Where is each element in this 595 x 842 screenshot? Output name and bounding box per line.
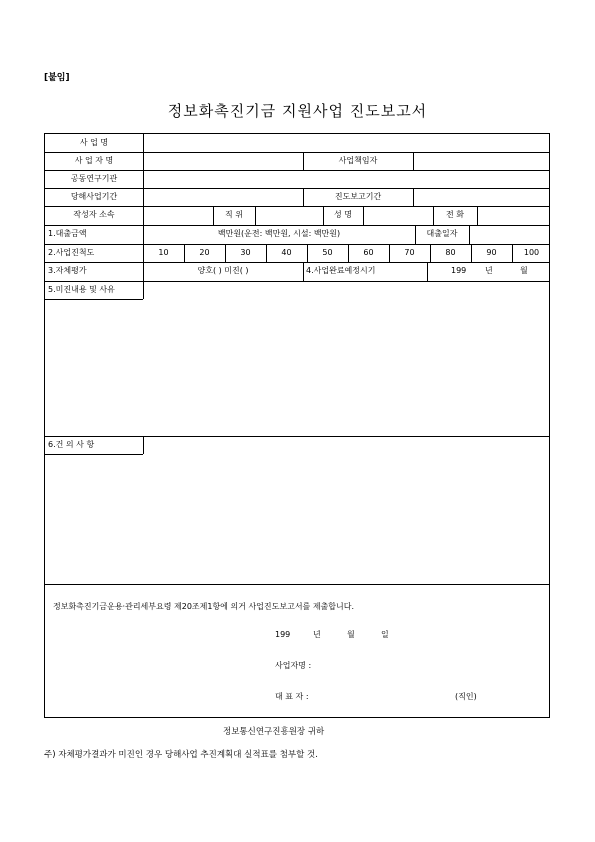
- col-divider: [413, 152, 414, 170]
- row-divider: [45, 188, 549, 189]
- label-self-eval: 3.자체평가: [48, 266, 87, 275]
- progress-cell[interactable]: 70: [404, 248, 415, 257]
- eval-options[interactable]: 양호( ) 미진( ): [197, 266, 249, 275]
- report-form: [44, 133, 550, 737]
- row-divider: [45, 436, 549, 437]
- label-loan-amount: 1.대출금액: [48, 229, 87, 238]
- col-divider: [427, 262, 428, 281]
- label-report-period: 진도보고기간: [334, 192, 382, 201]
- submission-day-unit: 일: [381, 630, 389, 639]
- submission-month-unit: 월: [347, 630, 355, 639]
- col-divider: [469, 225, 470, 244]
- year-unit: 년: [485, 266, 493, 275]
- label-box-bottom: [45, 299, 143, 300]
- row-divider: [45, 206, 549, 207]
- col-divider: [413, 188, 414, 206]
- progress-cell[interactable]: 10: [158, 248, 169, 257]
- recipient: 정보통신연구진흥원장 귀하: [223, 727, 325, 737]
- progress-cell[interactable]: 100: [523, 248, 540, 257]
- progress-cell[interactable]: 60: [363, 248, 374, 257]
- row-divider: [45, 170, 549, 171]
- row-divider: [45, 225, 549, 226]
- col-divider: [303, 262, 304, 281]
- loan-detail-text: 백만원(운전: 백만원, 시설: 백만원): [217, 229, 341, 238]
- page-title: 정보화촉진기금 지원사업 진도보고서: [167, 102, 428, 120]
- progress-cell[interactable]: 20: [199, 248, 210, 257]
- label-phone: 전 화: [446, 210, 464, 219]
- col-divider: [143, 436, 144, 454]
- submission-year-unit: 년: [313, 630, 321, 639]
- label-operator-name: 사 업 자 명: [74, 156, 114, 165]
- label-joint-institution: 공동연구기관: [70, 174, 118, 183]
- row-divider: [45, 262, 549, 263]
- col-divider: [143, 281, 144, 299]
- progress-cell[interactable]: 90: [486, 248, 497, 257]
- progress-cell[interactable]: 80: [445, 248, 456, 257]
- progress-cell[interactable]: 30: [240, 248, 251, 257]
- attachment-label: [붙임]: [44, 73, 70, 83]
- row-divider: [45, 584, 549, 585]
- label-business-period: 당해사업기간: [70, 192, 118, 201]
- label-business-name: 사 업 명: [79, 138, 109, 147]
- month-unit: 월: [520, 266, 528, 275]
- completion-year: 199: [451, 266, 467, 275]
- label-author-affiliation: 작성자 소속: [73, 210, 115, 219]
- label-box-bottom: [45, 454, 143, 455]
- row-divider: [45, 281, 549, 282]
- label-name: 성 명: [334, 210, 352, 219]
- submission-statement: 정보화촉진기금운용·관리세부요령 제20조제1항에 의거 사업진도보고서를 제출합니다.: [53, 602, 355, 611]
- label-manager: 사업책임자: [338, 156, 378, 165]
- col-divider: [477, 206, 478, 225]
- label-progress: 2.사업진척도: [48, 248, 95, 257]
- seal-mark: (직인): [455, 692, 477, 701]
- label-loan-date: 대출일자: [426, 229, 458, 238]
- label-suggestions: 6.건 의 사 항: [48, 440, 95, 449]
- row-divider: [45, 244, 549, 245]
- representative-field: 대 표 자 :: [275, 692, 309, 701]
- col-divider: [363, 206, 364, 225]
- operator-name-field: 사업자명 :: [275, 661, 312, 670]
- progress-cell[interactable]: 50: [322, 248, 333, 257]
- footnote: 주) 자체평가결과가 미진인 경우 당해사업 추진계획대 실적표를 첨부할 것.: [44, 750, 318, 760]
- progress-cell[interactable]: 40: [281, 248, 292, 257]
- label-insufficient: 5.미진내용 및 사유: [48, 285, 115, 294]
- label-completion: 4.사업완료예정시기: [306, 266, 376, 275]
- col-divider: [255, 206, 256, 225]
- label-position: 직 위: [225, 210, 243, 219]
- submission-year: 199: [275, 630, 291, 639]
- row-divider: [45, 152, 549, 153]
